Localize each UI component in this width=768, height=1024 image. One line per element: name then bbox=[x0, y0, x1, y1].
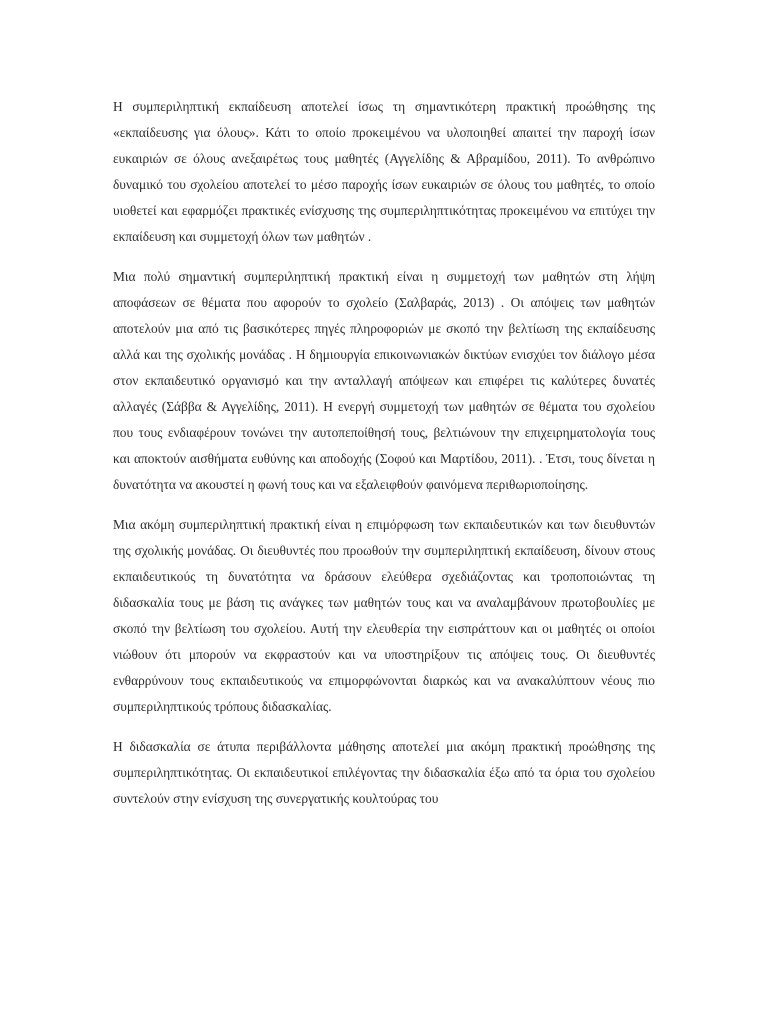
paragraph-student-participation: Μια πολύ σημαντική συμπεριληπτική πρακτική είναι η συμμετοχή των μαθητών στη λήψη αποφάσεων σε θέματα που αφορούν το σχολείο (Σαλβαράς, 2013) . Οι απόψεις των μαθητών αποτελούν μια από τις βασικότερες πηγές πληροφοριών με σκοπό την βελτίωση της εκπαίδευσης αλλά και της σχολικής μονάδας . Η δημιουργία επικοινωνιακών δικτύων ενισχύει τον διάλογο μέσα στον εκπαιδευτικό οργανισμό και την ανταλλαγή απόψεων και επιφέρει τις καλύτερες δυνατές αλλαγές (Σάββα & Αγγελίδης, 2011). Η ενεργή συμμετοχή των μαθητών σε θέματα του σχολείου που τους ενδιαφέρουν τονώνει την αυτοπεποίθησή τους, βελτιώνουν την επιχειρηματολογία τους και αποκτούν αισθήματα ευθύνης και αποδοχής (Σοφού και Μαρτίδου, 2011). . Έτσι, τους δίνεται η δυνατότητα να ακουστεί η φωνή τους και να εξαλειφθούν φαινόμενα περιθωριοποίησης. bbox=[113, 269, 655, 492]
document-body bbox=[113, 94, 655, 826]
paragraph-teacher-training: Μια ακόμη συμπεριληπτική πρακτική είναι η επιμόρφωση των εκπαιδευτικών και των διευθυντών της σχολικής μονάδας. Οι διευθυντές που προωθούν την συμπεριληπτική εκπαίδευση, δίνουν στους εκπαιδευτικούς τη δυνατότητα να δράσουν ελεύθερα σχεδιάζοντας και τροποποιώντας τη διδασκαλία τους με βάση τις ανάγκες των μαθητών τους και να αναλαμβάνουν πρωτοβουλίες με σκοπό την βελτίωση του σχολείου. Αυτή την ελευθερία την εισπράττουν και οι μαθητές οι οποίοι νιώθουν ότι μπορούν να εκφραστούν και να υποστηρίξουν τις απόψεις τους. Οι διευθυντές ενθαρρύνουν τους εκπαιδευτικούς να επιμορφώνονται διαρκώς και να ανακαλύπτουν νέους πιο συμπεριληπτικούς τρόπους διδασκαλίας. bbox=[113, 517, 655, 714]
paragraph-informal-learning: Η διδασκαλία σε άτυπα περιβάλλοντα μάθησης αποτελεί μια ακόμη πρακτική προώθησης της συμπεριληπτικότητας. Οι εκπαιδευτικοί επιλέγοντας την διδασκαλία έξω από τα όρια του σχολείου συντελούν στην ενίσχυση της συνεργατικής κουλτούρας του bbox=[113, 739, 655, 806]
paragraph-inclusive-education: Η συμπεριληπτική εκπαίδευση αποτελεί ίσως τη σημαντικότερη πρακτική προώθησης της «εκπαίδευσης για όλους». Κάτι το οποίο προκειμένου να υλοποιηθεί απαιτεί την παροχή ίσων ευκαιριών σε όλους ανεξαιρέτως τους μαθητές (Αγγελίδης & Αβραμίδου, 2011). Το ανθρώπινο δυναμικό του σχολείου αποτελεί το μέσο παροχής ίσων ευκαιριών σε όλους του μαθητές, το οποίο υιοθετεί και εφαρμόζει πρακτικές ενίσχυσης της συμπεριληπτικότητας προκειμένου να επιτύχει την εκπαίδευση και συμμετοχή όλων των μαθητών . bbox=[113, 99, 655, 244]
